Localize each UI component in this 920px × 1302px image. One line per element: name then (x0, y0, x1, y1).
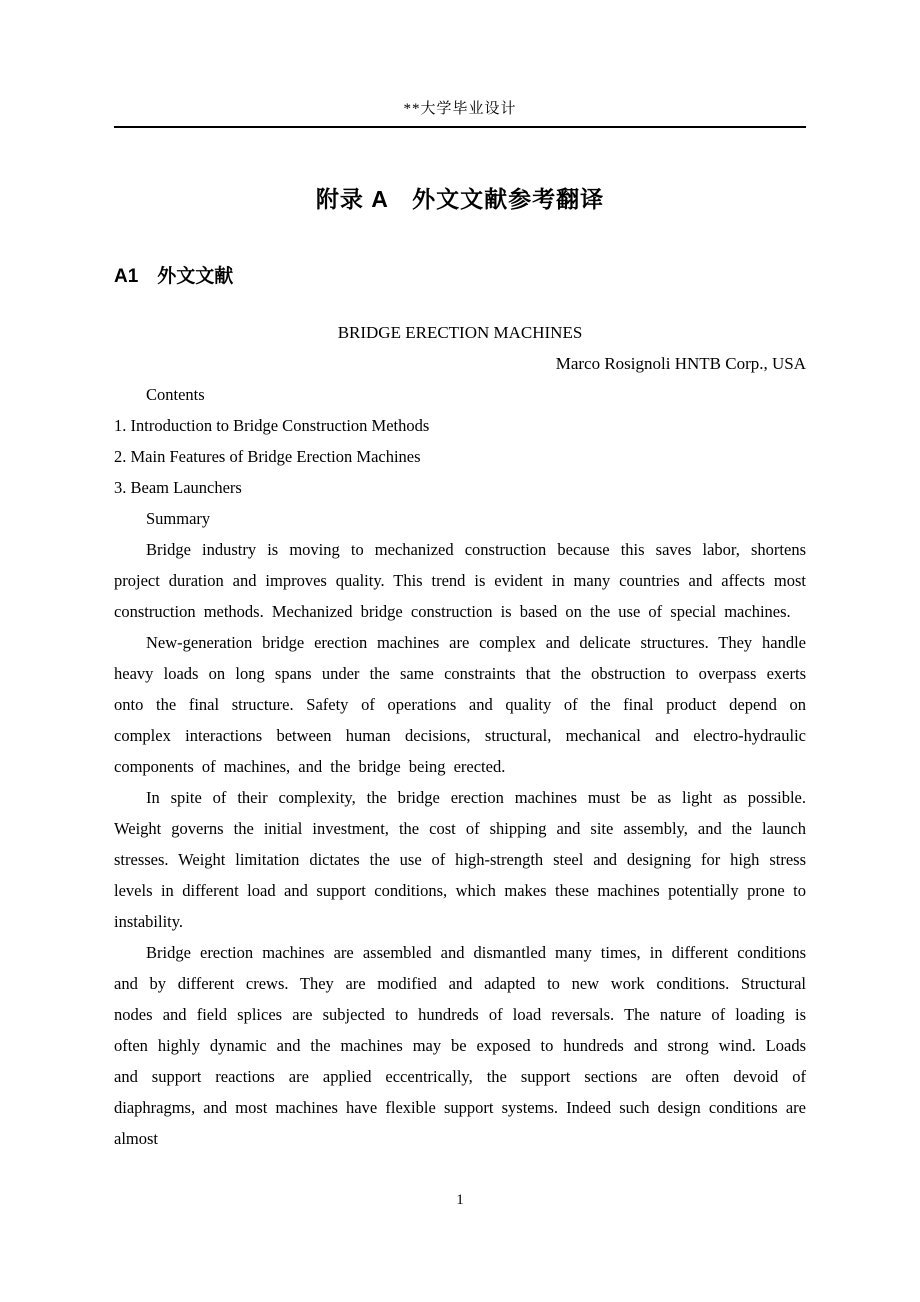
article (114, 317, 806, 1154)
paragraph: Bridge industry is moving to mechanized construction because this saves labor, shortens project duration and improves quality. This trend is evident in many countries and affects most construction methods. Mechanized bridge construction is based on the use of special machines. (114, 540, 806, 621)
appendix-title: 附录 A 外文文献参考翻译 (315, 186, 605, 212)
contents-item: 2. Main Features of Bridge Erection Machines (114, 447, 421, 466)
contents-label: Contents (146, 385, 205, 404)
header-rule (114, 126, 806, 128)
page-header (114, 0, 806, 121)
article-title: BRIDGE ERECTION MACHINES (337, 323, 583, 342)
paragraph: New-generation bridge erection machines are complex and delicate structures. They handle heavy loads on long spans under the same constraints that the obstruction to overpass exerts onto the final structure. Safety of operations and quality of the final product depend on complex interactions between human decisions, structural, mechanical and electro-hydraulic components of machines, and the bridge being erected. (114, 633, 806, 776)
paragraph: In spite of their complexity, the bridge erection machines must be as light as possible. Weight governs the initial investment, the cost of shipping and site assembly, and the launch stresses. Weight limitation dictates the use of high-strength steel and designing for high stress levels in different load and support conditions, which makes these machines potentially prone to instability. (114, 788, 806, 931)
contents-item: 1. Introduction to Bridge Construction Methods (114, 416, 430, 435)
paragraph: Bridge erection machines are assembled and dismantled many times, in different conditions and by different crews. They are modified and adapted to new work conditions. Structural nodes and field splices are subjected to hundreds of load reversals. The nature of loading is often highly dynamic and the machines may be exposed to hundreds and strong wind. Loads and support reactions are applied eccentrically, the support sections are often devoid of diaphragms, and most machines have flexible support systems. Indeed such design conditions are almost (114, 943, 806, 1148)
article-byline: Marco Rosignoli HNTB Corp., USA (555, 354, 806, 373)
contents-item: 3. Beam Launchers (114, 478, 242, 497)
page-number: 1 (456, 1192, 464, 1208)
summary-label: Summary (146, 509, 211, 528)
section-heading: A1 外文文献 (114, 266, 234, 287)
header-title: **大学毕业设计 (403, 101, 517, 117)
